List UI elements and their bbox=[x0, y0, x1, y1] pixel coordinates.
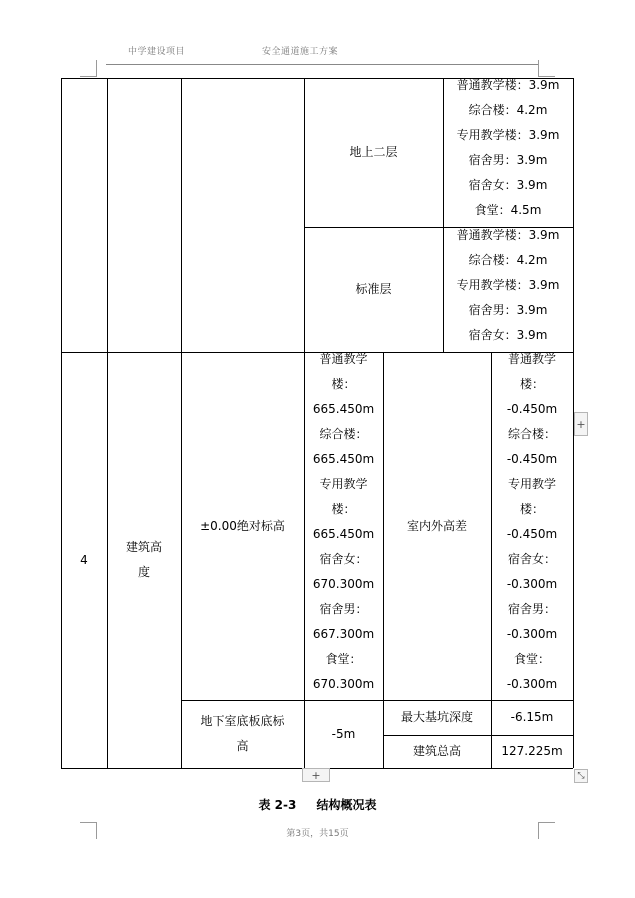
row-category bbox=[107, 352, 181, 768]
floor2-height-line: 宿舍男：3.9m bbox=[468, 153, 548, 167]
abs-value-line: 楼： bbox=[331, 377, 356, 391]
diff-value-line: -0.300m bbox=[506, 677, 558, 691]
diff-value-line: 楼： bbox=[519, 502, 544, 516]
standard-height-line: 综合楼：4.2m bbox=[468, 253, 548, 267]
standard-height-line: 宿舍男：3.9m bbox=[468, 303, 548, 317]
abs-value-line: 665.450m bbox=[312, 527, 375, 541]
standard-height-line: 普通教学楼：3.9m bbox=[456, 228, 560, 242]
pit-depth-value: -6.15m bbox=[510, 710, 554, 724]
diff-value-line: 宿舍男： bbox=[507, 602, 556, 616]
standard-height-line: 专用教学楼：3.9m bbox=[456, 278, 560, 292]
abs-value-line: 665.450m bbox=[312, 452, 375, 466]
resize-table-handle[interactable] bbox=[574, 769, 588, 783]
basement-value: -5m bbox=[331, 726, 356, 741]
height-diff-label: 室内外高差 bbox=[406, 518, 467, 533]
floor2-height-line: 综合楼：4.2m bbox=[468, 103, 548, 117]
total-height-value: 127.225m bbox=[501, 744, 563, 758]
row-index: 4 bbox=[80, 552, 88, 567]
pit-depth-label: 最大基坑深度 bbox=[400, 710, 473, 724]
abs-value-line: 食堂： bbox=[325, 652, 362, 666]
diff-value-line: -0.450m bbox=[506, 402, 558, 416]
diff-value-line: 食堂： bbox=[513, 652, 550, 666]
header-doc-title: 安全通道施工方案 bbox=[262, 47, 339, 57]
page-footer: 第3页，共15页 bbox=[286, 829, 349, 839]
standard-floor-heights bbox=[443, 223, 573, 348]
diff-value-line: -0.450m bbox=[506, 527, 558, 541]
floor2-height-line: 宿舍女：3.9m bbox=[468, 178, 548, 192]
diff-value-line: -0.300m bbox=[506, 577, 558, 591]
abs-value-line: 普通教学 bbox=[319, 352, 368, 366]
category-line: 度 bbox=[137, 565, 150, 579]
abs-value-line: 670.300m bbox=[312, 677, 375, 691]
total-height-label: 建筑总高 bbox=[412, 744, 461, 758]
diff-value-line: 宿舍女： bbox=[507, 552, 556, 566]
diff-value-line: 普通教学 bbox=[507, 352, 556, 366]
floor2-height-line: 专用教学楼：3.9m bbox=[456, 128, 560, 142]
abs-value-line: 宿舍女： bbox=[319, 552, 368, 566]
header-project: 中学建设项目 bbox=[128, 47, 186, 57]
add-column-button[interactable]: + bbox=[574, 412, 588, 436]
floor2-height-line: 普通教学楼：3.9m bbox=[456, 78, 560, 92]
diff-value-line: 楼： bbox=[519, 377, 544, 391]
basement-label bbox=[181, 700, 304, 768]
basement-label-line: 高 bbox=[236, 739, 249, 753]
standard-floor-label: 标准层 bbox=[355, 282, 392, 296]
floor2-label: 地上二层 bbox=[349, 145, 398, 159]
resize-icon: ⤡ bbox=[577, 771, 585, 781]
abs-value-line: 670.300m bbox=[312, 577, 375, 591]
caption-title: 结构概况表 bbox=[316, 798, 377, 812]
basement-label-line: 地下室底板底标 bbox=[200, 714, 285, 728]
abs-elevation-label: ±0.00绝对标高 bbox=[200, 518, 285, 533]
abs-elevation-values bbox=[304, 347, 383, 697]
category-line: 建筑高 bbox=[125, 540, 162, 554]
diff-value-line: -0.300m bbox=[506, 627, 558, 641]
floor2-heights bbox=[443, 73, 573, 223]
diff-value-line: 综合楼： bbox=[507, 427, 556, 441]
floor2-height-line: 食堂：4.5m bbox=[474, 203, 542, 217]
height-diff-values bbox=[491, 347, 573, 697]
abs-value-line: 665.450m bbox=[312, 402, 375, 416]
abs-value-line: 宿舍男： bbox=[319, 602, 368, 616]
caption-number: 表 2-3 bbox=[258, 798, 297, 812]
standard-height-line: 宿舍女：3.9m bbox=[468, 328, 548, 342]
abs-value-line: 楼： bbox=[331, 502, 356, 516]
abs-value-line: 综合楼： bbox=[319, 427, 368, 441]
abs-value-line: 专用教学 bbox=[319, 477, 368, 491]
add-row-button[interactable]: + bbox=[302, 768, 330, 782]
abs-value-line: 667.300m bbox=[312, 627, 375, 641]
diff-value-line: 专用教学 bbox=[507, 477, 556, 491]
diff-value-line: -0.450m bbox=[506, 452, 558, 466]
table-caption bbox=[0, 796, 635, 813]
